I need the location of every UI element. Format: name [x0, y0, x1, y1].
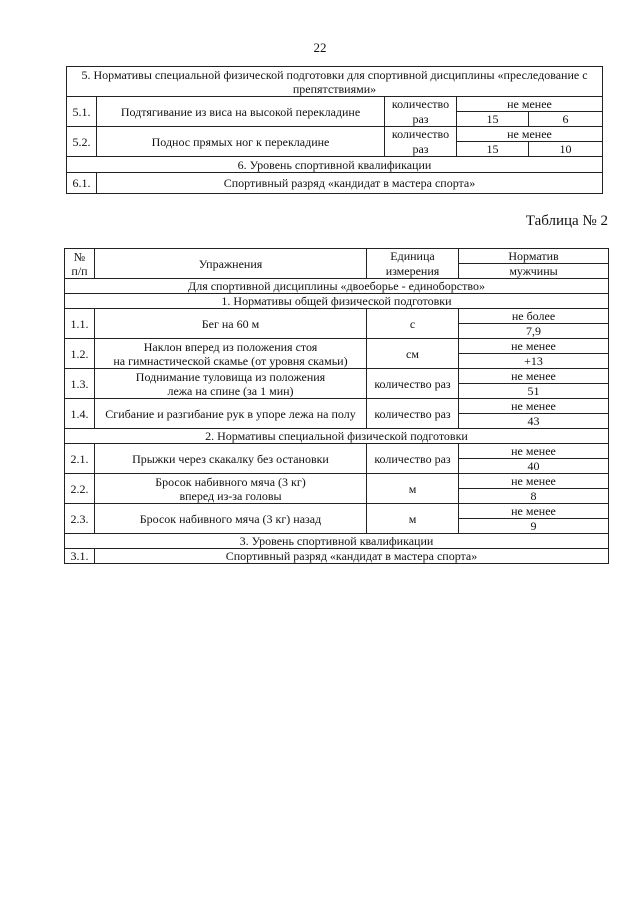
- norm-label: не менее: [457, 97, 603, 112]
- header-norm-sub: мужчины: [459, 264, 609, 279]
- header-unit: измерения: [367, 264, 459, 279]
- norm-label: не менее: [459, 339, 609, 354]
- exercise-name: Бросок набивного мяча (3 кг) назад: [95, 504, 367, 534]
- exercise-name: Бег на 60 м: [95, 309, 367, 339]
- norm-value: 6: [529, 112, 603, 127]
- norm-value: 43: [459, 414, 609, 429]
- norm-label: не менее: [457, 127, 603, 142]
- exercise-name: [95, 474, 367, 504]
- row-number: 2.3.: [65, 504, 95, 534]
- exercise-line: лежа на спине (за 1 мин): [167, 383, 294, 398]
- row-number: 2.1.: [65, 444, 95, 474]
- norm-value: 7,9: [459, 324, 609, 339]
- table-caption: Таблица № 2: [525, 213, 608, 229]
- unit: с: [367, 309, 459, 339]
- discipline-title: Для спортивной дисциплины «двоеборье - единоборство»: [65, 279, 609, 294]
- header-exercise: Упражнения: [95, 249, 367, 279]
- exercise-line: на гимнастической скамье (от уровня скамьи): [113, 353, 348, 368]
- section2-title: 2. Нормативы специальной физической подготовки: [65, 429, 609, 444]
- norm-label: не менее: [459, 399, 609, 414]
- norm-value: +13: [459, 354, 609, 369]
- exercise-name: Поднос прямых ног к перекладине: [97, 127, 385, 157]
- norm-value: 8: [459, 489, 609, 504]
- norm-value: 9: [459, 519, 609, 534]
- exercise-name: Прыжки через скакалку без остановки: [95, 444, 367, 474]
- exercise-line: Наклон вперед из положения стоя: [143, 339, 318, 354]
- row-number: 2.2.: [65, 474, 95, 504]
- header-norm: Норматив: [459, 249, 609, 264]
- exercise-line: вперед из-за головы: [179, 488, 282, 503]
- norms-table-continuation: [66, 66, 603, 194]
- row-number: 5.1.: [67, 97, 97, 127]
- section3-title: 3. Уровень спортивной квалификации: [65, 534, 609, 549]
- exercise-name: Сгибание и разгибание рук в упоре лежа на полу: [95, 399, 367, 429]
- header-number-line: п/п: [71, 263, 88, 278]
- unit-label: раз: [385, 112, 457, 127]
- row-number: 1.1.: [65, 309, 95, 339]
- row-number: 1.4.: [65, 399, 95, 429]
- row-number: 3.1.: [65, 549, 95, 564]
- norm-label: не менее: [459, 474, 609, 489]
- unit-label: раз: [385, 142, 457, 157]
- exercise-name: [95, 369, 367, 399]
- norm-value: 15: [457, 112, 529, 127]
- unit: см: [367, 339, 459, 369]
- unit: количество раз: [367, 369, 459, 399]
- section6-title: 6. Уровень спортивной квалификации: [67, 157, 603, 173]
- norm-label: не более: [459, 309, 609, 324]
- norm-label: не менее: [459, 444, 609, 459]
- row-number: 5.2.: [67, 127, 97, 157]
- section5-title: 5. Нормативы специальной физической подготовки для спортивной дисциплины «преследование с препятствиями»: [67, 67, 603, 97]
- row-number: 1.3.: [65, 369, 95, 399]
- row-number: 6.1.: [67, 173, 97, 194]
- header-unit: Единица: [367, 249, 459, 264]
- header-number: [65, 249, 95, 279]
- unit-label: количество: [385, 97, 457, 112]
- unit: м: [367, 474, 459, 504]
- norm-value: 10: [529, 142, 603, 157]
- section1-title: 1. Нормативы общей физической подготовки: [65, 294, 609, 309]
- unit-label: количество: [385, 127, 457, 142]
- unit: количество раз: [367, 444, 459, 474]
- header-number-line: №: [73, 249, 86, 264]
- qualification-text: Спортивный разряд «кандидат в мастера спорта»: [97, 173, 603, 194]
- row-number: 1.2.: [65, 339, 95, 369]
- norm-value: 40: [459, 459, 609, 474]
- unit: количество раз: [367, 399, 459, 429]
- exercise-name: Подтягивание из виса на высокой перекладине: [97, 97, 385, 127]
- qualification-text: Спортивный разряд «кандидат в мастера спорта»: [95, 549, 609, 564]
- exercise-line: Поднимание туловища из положения: [135, 369, 326, 384]
- exercise-name: [95, 339, 367, 369]
- page-number: 22: [313, 40, 327, 55]
- norm-value: 15: [457, 142, 529, 157]
- exercise-line: Бросок набивного мяча (3 кг): [155, 474, 306, 489]
- norms-table-2: [64, 248, 609, 564]
- norm-value: 51: [459, 384, 609, 399]
- norm-label: не менее: [459, 369, 609, 384]
- norm-label: не менее: [459, 504, 609, 519]
- unit: м: [367, 504, 459, 534]
